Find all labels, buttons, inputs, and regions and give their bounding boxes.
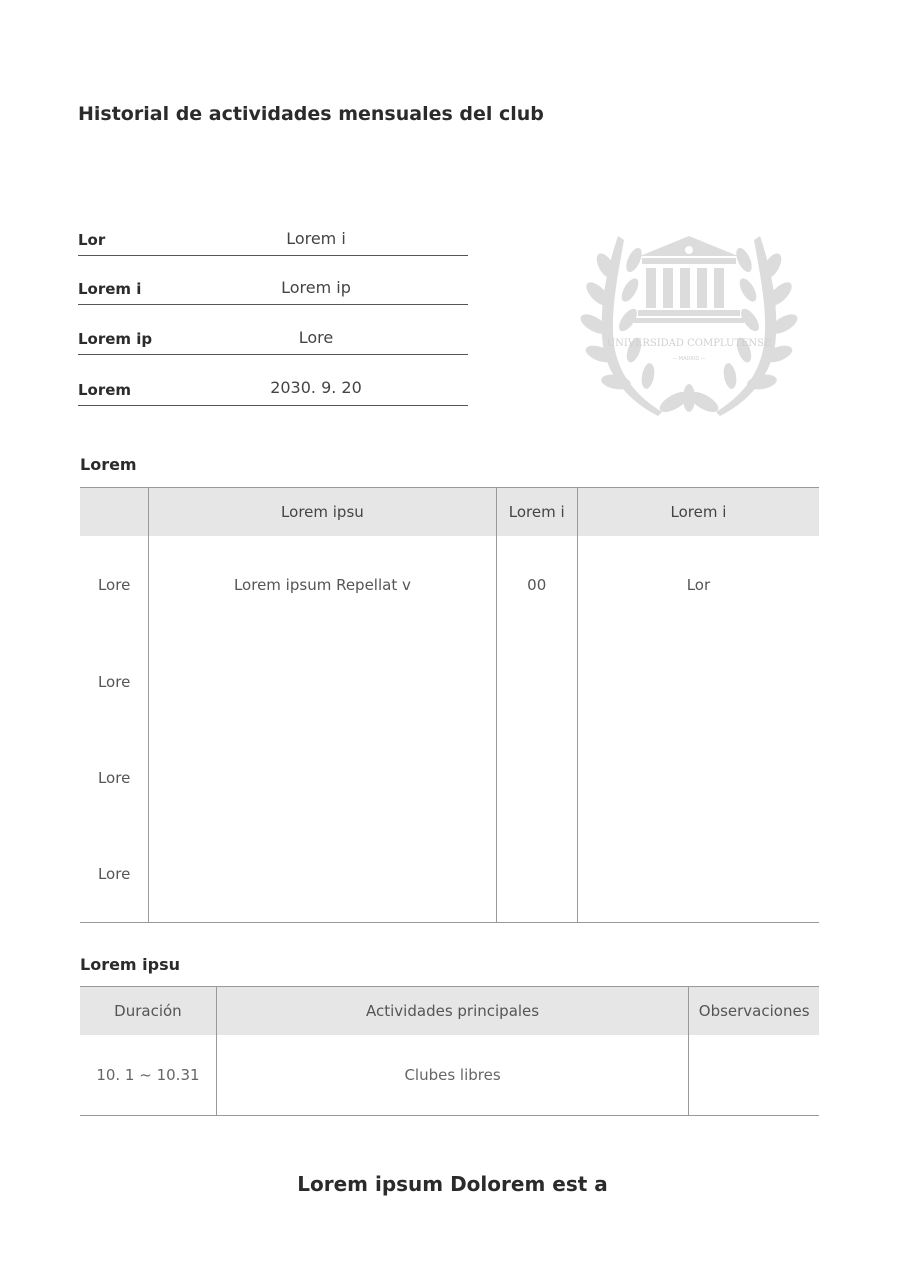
table-cell: Lore [97, 576, 131, 594]
info-value: Lore [298, 328, 334, 347]
table-header-cell: Lorem ipsu [149, 488, 496, 537]
table-header-cell: Duración [80, 987, 216, 1036]
table-cell [577, 826, 819, 923]
table-cell [577, 730, 819, 826]
info-value: Lorem i [286, 229, 346, 248]
table-row [80, 536, 819, 634]
info-row [78, 274, 468, 305]
table-cell [496, 730, 577, 826]
table-row [80, 634, 819, 730]
table-cell: 10. 1 ~ 10.31 [80, 1035, 216, 1116]
info-label: Lor [78, 231, 106, 249]
table-header-cell: Lorem i [496, 488, 577, 537]
page-title: Historial de actividades mensuales del club [78, 103, 544, 125]
table-cell [496, 634, 577, 730]
table-cell [496, 826, 577, 923]
table-header-row [80, 488, 819, 537]
footer-title: Lorem ipsum Dolorem est a [297, 1172, 608, 1196]
section1-label: Lorem [80, 455, 137, 474]
table-header-cell: Actividades principales [216, 987, 688, 1036]
seal-text: UNIVERSIDAD COMPLUTENSE [606, 338, 772, 349]
table-cell [149, 634, 496, 730]
activity-table [80, 487, 819, 923]
info-label: Lorem [78, 381, 132, 399]
table-cell: Lorem ipsum Repellat v [149, 536, 496, 634]
table-cell [689, 1035, 819, 1116]
info-value: Lorem ip [281, 278, 351, 297]
section2-label: Lorem ipsu [80, 955, 181, 974]
table-cell: Lore [80, 826, 149, 923]
table-row [80, 730, 819, 826]
table-cell: Lore [97, 673, 131, 691]
table-cell: Clubes libres [216, 1035, 688, 1116]
table-cell: Lore [97, 769, 131, 787]
table-header-cell: Lorem i [577, 488, 819, 537]
info-label: Lorem i [78, 280, 142, 298]
info-row [78, 225, 468, 256]
info-label: Lorem ip [78, 330, 153, 348]
table-cell: Lor [577, 536, 819, 634]
table-cell [577, 634, 819, 730]
table-cell [149, 826, 496, 923]
seal-subtext: — MADRID — [672, 356, 706, 362]
table-row [80, 1035, 819, 1116]
info-row [78, 324, 468, 355]
info-value: 2030. 9. 20 [270, 378, 362, 397]
table-row [80, 826, 819, 923]
schedule-table [80, 986, 819, 1116]
info-row [78, 375, 468, 406]
university-seal-icon [578, 226, 800, 422]
table-header-cell [80, 488, 149, 537]
table-header-row [80, 987, 819, 1036]
table-header-cell: Observaciones [689, 987, 819, 1036]
table-cell: 00 [496, 536, 577, 634]
table-cell [149, 730, 496, 826]
